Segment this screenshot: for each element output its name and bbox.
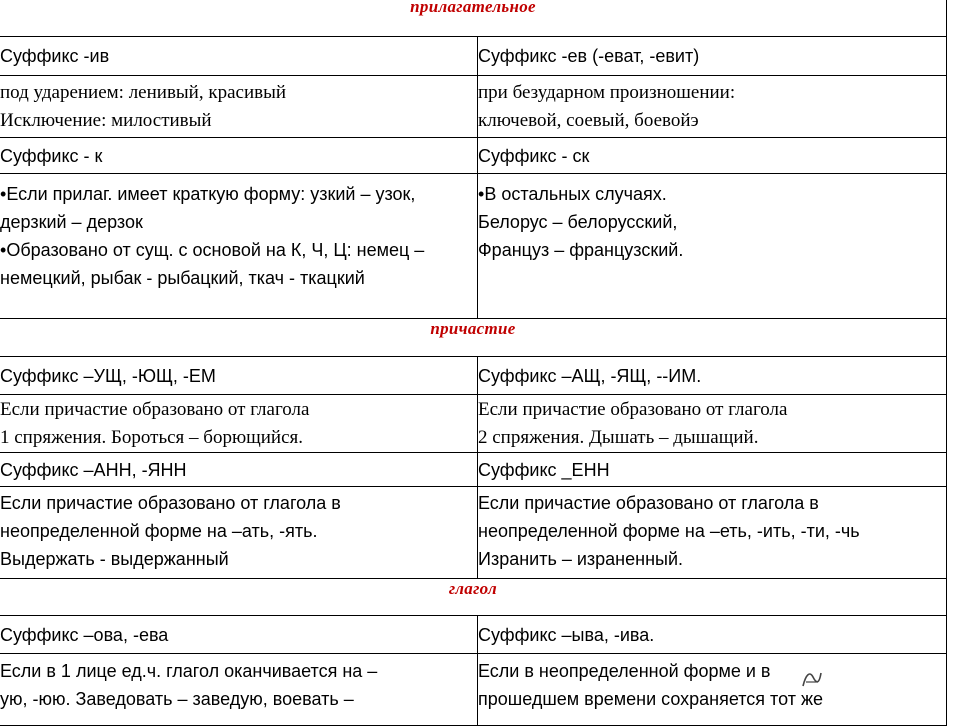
adj-ev-rule-cell bbox=[478, 76, 947, 138]
text-line: Если причастие образовано от глагола bbox=[478, 399, 788, 420]
text-line: Выдержать - выдержанный bbox=[0, 549, 229, 569]
bullet: • bbox=[478, 184, 485, 204]
bullet-item bbox=[0, 180, 477, 236]
text-line: Француз – французский. bbox=[478, 240, 684, 260]
table-row bbox=[0, 37, 947, 76]
table-row bbox=[0, 174, 947, 319]
bullet-text: Если прилаг. имеет краткую форму: узкий – узок, дерзкий – дерзок bbox=[0, 184, 416, 232]
bullet-item bbox=[0, 236, 477, 292]
part-suffix-ann-cell: Суффикс –АНН, -ЯНН bbox=[0, 453, 478, 487]
text-line: 1 спряжения. Бороться – борющийся. bbox=[0, 427, 304, 448]
section-title-adjective: прилагательное bbox=[0, 0, 947, 37]
text-line: Если причастие образовано от глагола в bbox=[0, 493, 341, 513]
text-line: Изранить – израненный. bbox=[478, 549, 683, 569]
text-line: при безударном произношении: bbox=[478, 82, 736, 103]
text-line: ую, -юю. Заведовать – заведую, воевать – bbox=[0, 689, 354, 709]
verb-suffix-yva-cell: Суффикс –ыва, -ива. bbox=[478, 616, 947, 654]
bullet-text: Образовано от сущ. с основой на К, Ч, Ц: немец – немецкий, рыбак - рыбацкий, ткач - ткацкий bbox=[0, 240, 425, 288]
table-row bbox=[0, 616, 947, 654]
text-line: неопределенной форме на –ать, -ять. bbox=[0, 521, 318, 541]
bullet: • bbox=[0, 184, 7, 204]
section-header-participle bbox=[0, 319, 947, 357]
text-line: Если причастие образовано от глагола bbox=[0, 399, 310, 420]
section-title-verb: глагол bbox=[0, 579, 947, 616]
bullet: • bbox=[0, 240, 7, 260]
text-line: Если причастие образовано от глагола в bbox=[478, 493, 819, 513]
verb-suffix-ova-cell: Суффикс –ова, -ева bbox=[0, 616, 478, 654]
table-row bbox=[0, 138, 947, 174]
section-title-participle: причастие bbox=[0, 319, 947, 357]
text-line: прошедшем времени сохраняется тот же bbox=[478, 689, 823, 709]
part-suffix-enn-cell: Суффикс _ЕНН bbox=[478, 453, 947, 487]
table-row bbox=[0, 76, 947, 138]
text-line: 2 спряжения. Дышать – дышащий. bbox=[478, 427, 759, 448]
text-line: под ударением: ленивый, красивый bbox=[0, 82, 287, 103]
text-line: Если в неопределенной форме и в bbox=[478, 661, 771, 681]
part-suffix-ashch-cell: Суффикс –АЩ, -ЯЩ, --ИМ. bbox=[478, 357, 947, 395]
handwritten-mark-icon bbox=[800, 668, 824, 690]
text-line: ключевой, соевый, боевойэ bbox=[478, 110, 699, 131]
adj-suffix-ev-cell: Суффикс -ев (-еват, -евит) bbox=[478, 37, 947, 76]
verb-ova-rule-cell bbox=[0, 654, 478, 726]
adj-iv-rule-cell bbox=[0, 76, 478, 138]
bullet-text: В остальных случаях. bbox=[484, 184, 667, 204]
verb-yva-rule-cell bbox=[478, 654, 947, 726]
part-second-conj-cell bbox=[478, 395, 947, 453]
table-row bbox=[0, 453, 947, 487]
adj-suffix-sk-cell: Суффикс - ск bbox=[478, 138, 947, 174]
part-first-conj-cell bbox=[0, 395, 478, 453]
section-header-verb bbox=[0, 579, 947, 616]
table-row bbox=[0, 395, 947, 453]
bullet-item bbox=[478, 180, 946, 208]
text-line: Белорус – белорусский, bbox=[478, 212, 678, 232]
adj-suffix-iv-cell: Суффикс -ив bbox=[0, 37, 478, 76]
table-row bbox=[0, 357, 947, 395]
table-row bbox=[0, 487, 947, 579]
text-line: Если в 1 лице ед.ч. глагол оканчивается на – bbox=[0, 661, 378, 681]
text-line: неопределенной форме на –еть, -ить, -ти, -чь bbox=[478, 521, 860, 541]
part-suffix-ushch-cell: Суффикс –УЩ, -ЮЩ, -ЕМ bbox=[0, 357, 478, 395]
adj-sk-rule-cell bbox=[478, 174, 947, 319]
adj-k-rule-cell bbox=[0, 174, 478, 319]
adj-suffix-k-cell: Суффикс - к bbox=[0, 138, 478, 174]
part-enn-rule-cell bbox=[478, 487, 947, 579]
text-line: Исключение: милостивый bbox=[0, 110, 212, 131]
part-ann-rule-cell bbox=[0, 487, 478, 579]
section-header-adjective bbox=[0, 0, 947, 37]
